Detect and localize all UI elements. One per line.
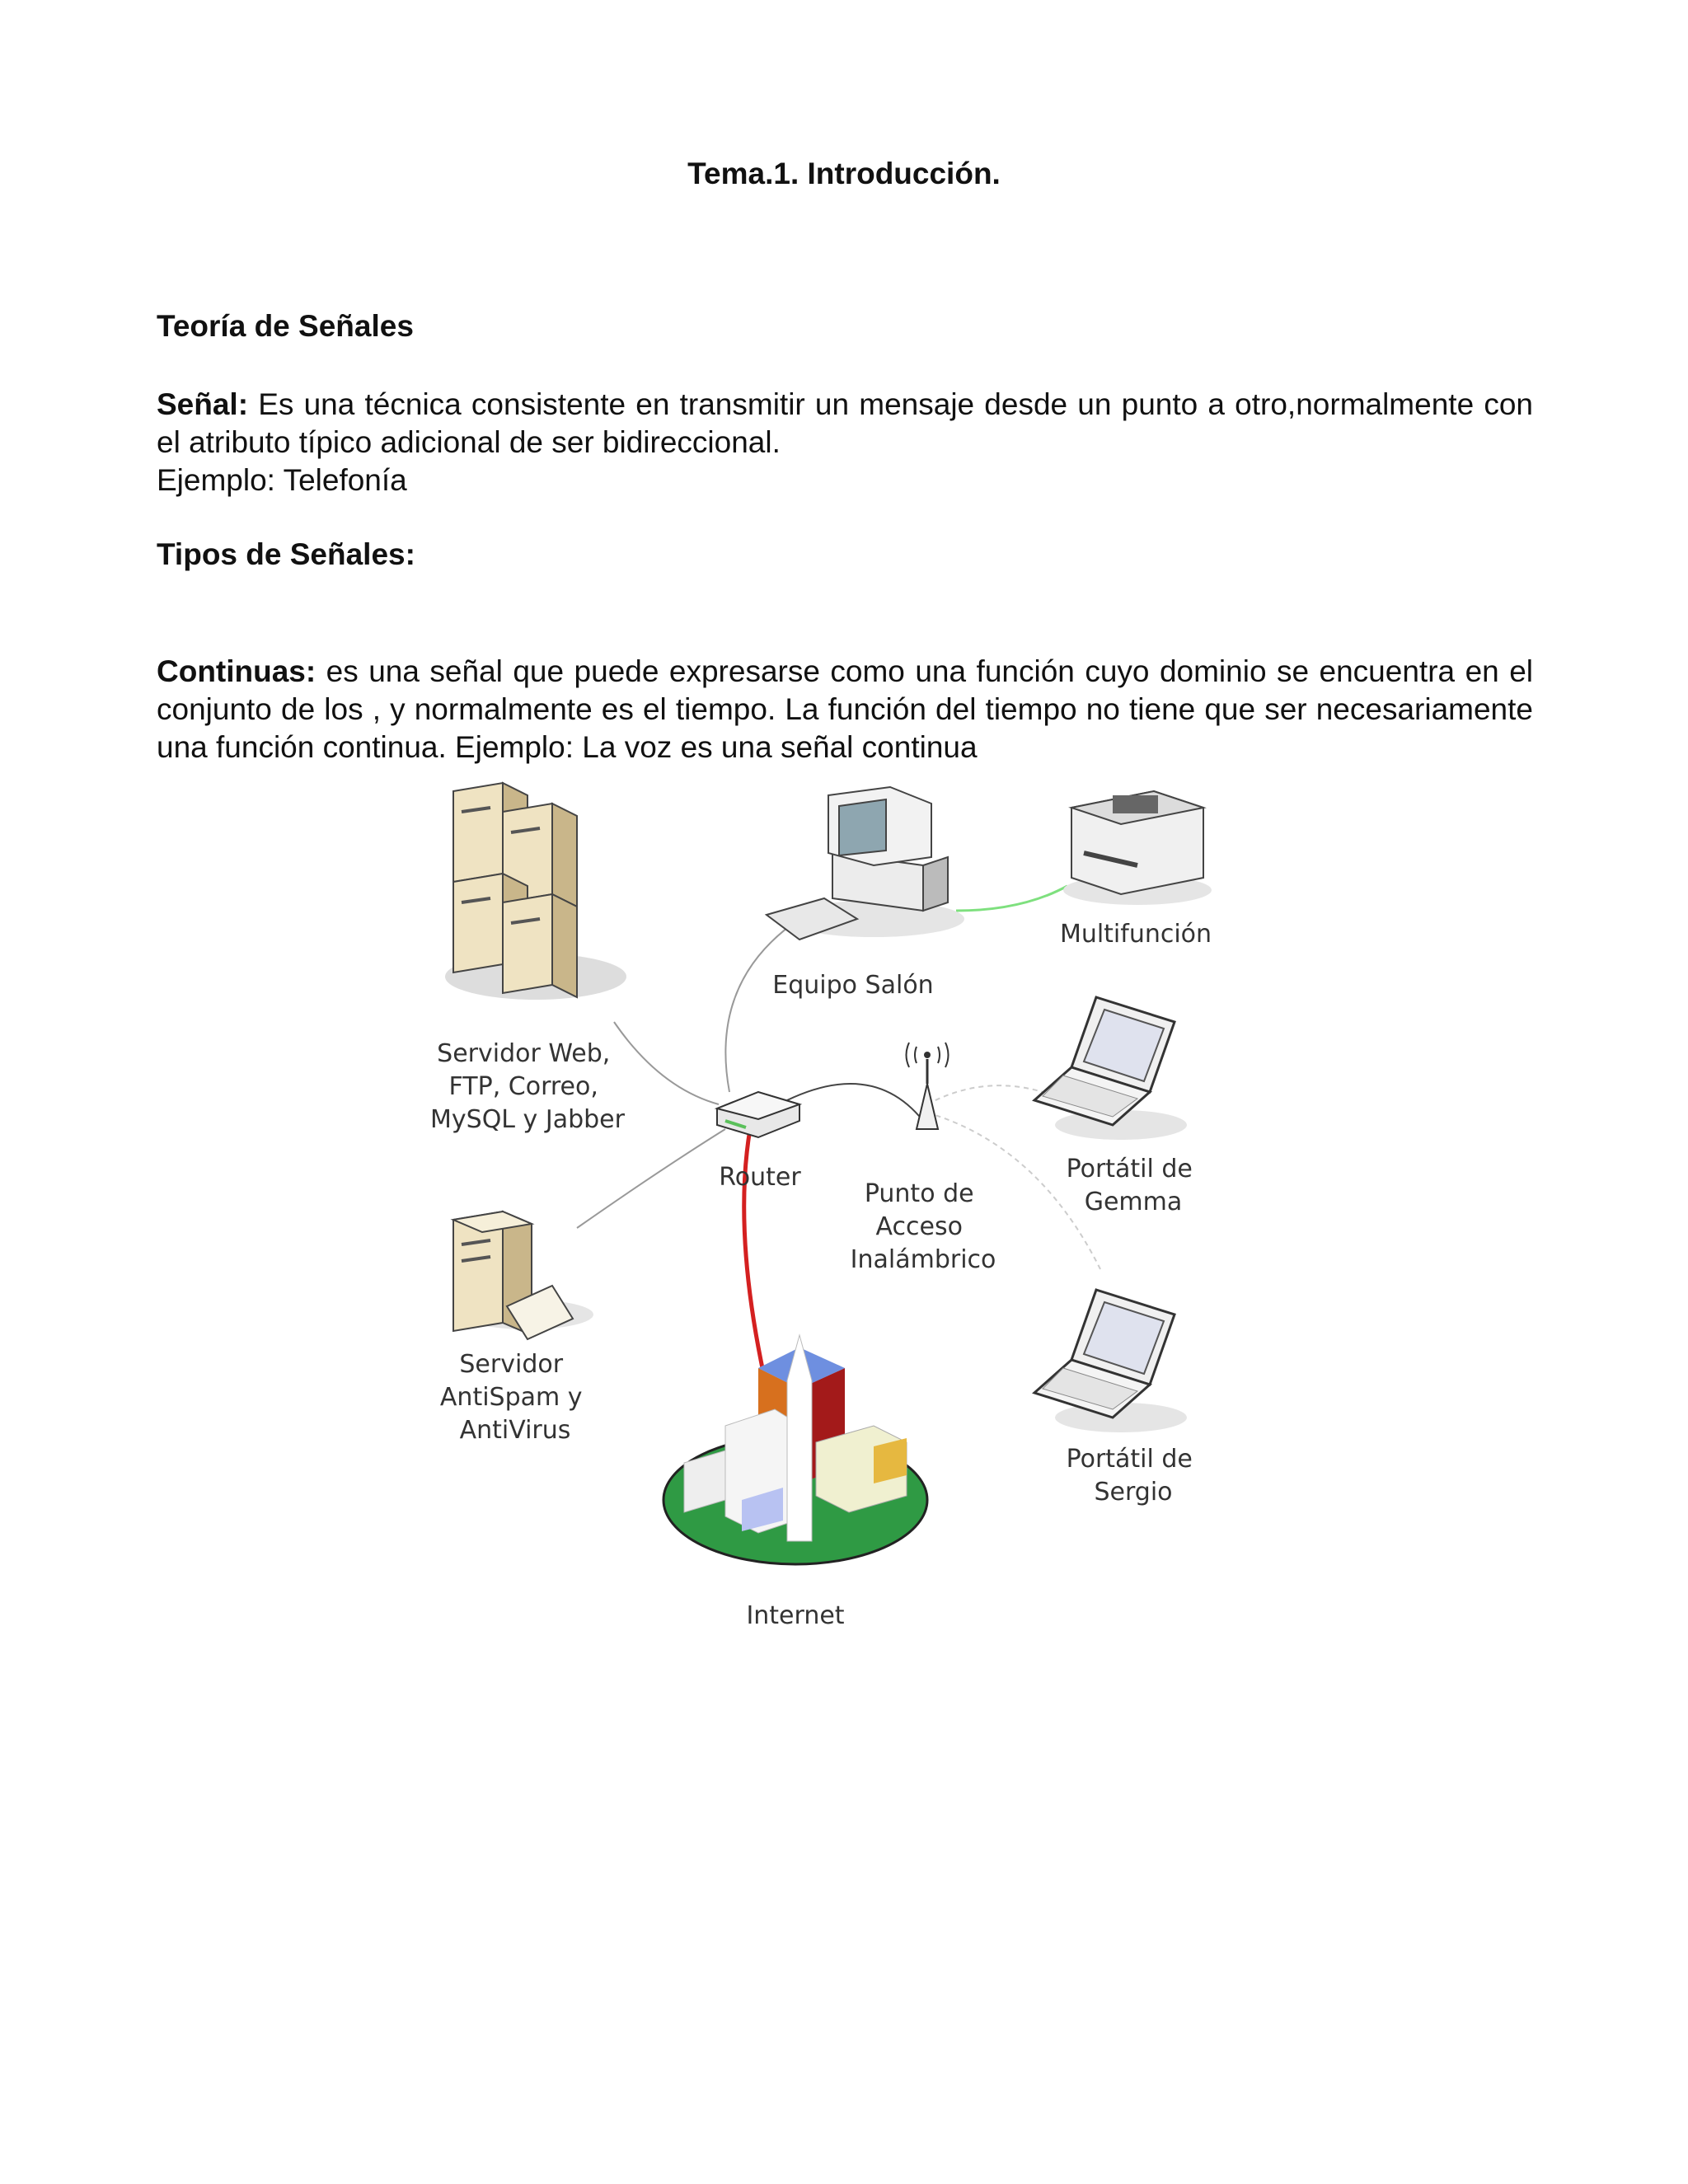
continuas-paragraph xyxy=(157,653,1533,766)
label-antispam-line-2: AntiSpam y xyxy=(439,1383,583,1412)
link-router-ap xyxy=(787,1084,923,1121)
label-multifuncion: Multifunción xyxy=(1059,920,1212,949)
label-antispam-server xyxy=(440,1350,590,1445)
label-web-server-line-1: Servidor Web, xyxy=(437,1039,611,1068)
label-web-server xyxy=(430,1039,626,1134)
internet-town-icon xyxy=(663,1335,927,1564)
continuas-text: es una señal que puede expresarse como una función cuyo dominio se encuentra en el conjunto de los , y normalmente es el tiempo. La función del tiempo no tiene que ser necesariamente una función continua. Ejemplo: La voz es una señal continua xyxy=(157,654,1533,764)
label-portatil-gemma xyxy=(1067,1155,1201,1216)
label-portatil-sergio xyxy=(1067,1445,1201,1507)
link-router-antispam xyxy=(577,1129,725,1228)
laptop-gemma-icon xyxy=(1034,997,1187,1140)
label-access-point xyxy=(851,1179,996,1274)
label-access-point-line-3: Inalámbrico xyxy=(850,1245,996,1274)
laptop-sergio-icon xyxy=(1034,1290,1187,1432)
network-diagram xyxy=(412,775,1286,1640)
multifunction-printer-icon xyxy=(1063,791,1212,905)
label-portatil-gemma-line-1: Portátil de xyxy=(1066,1155,1193,1183)
router-icon xyxy=(717,1092,799,1137)
label-portatil-sergio-line-2: Sergio xyxy=(1094,1478,1173,1507)
senal-example: Ejemplo: Telefonía xyxy=(157,463,407,497)
antispam-server-icon xyxy=(453,1212,593,1339)
continuas-term: Continuas: xyxy=(157,654,316,688)
page-title: Tema.1. Introducción. xyxy=(687,157,1001,190)
link-router-pc xyxy=(725,919,799,1092)
desktop-pc-icon xyxy=(767,787,964,940)
web-server-stack-icon xyxy=(445,783,626,1000)
senal-paragraph xyxy=(157,386,1533,499)
label-antispam-line-3: AntiVirus xyxy=(459,1416,571,1445)
label-access-point-line-1: Punto de xyxy=(864,1179,974,1208)
label-internet: Internet xyxy=(746,1601,845,1630)
link-server-router xyxy=(614,1022,719,1104)
network-diagram-svg xyxy=(412,775,1286,1640)
senal-text: Es una técnica consistente en transmitir un mensaje desde un punto a otro,normalmente con el atributo típico adicional de ser bidireccional. xyxy=(157,387,1533,459)
link-pc-printer xyxy=(956,886,1067,911)
label-equipo-salon: Equipo Salón xyxy=(772,971,934,1000)
label-portatil-gemma-line-2: Gemma xyxy=(1084,1188,1183,1216)
label-web-server-line-2: FTP, Correo, xyxy=(448,1072,598,1101)
label-access-point-line-2: Acceso xyxy=(875,1212,963,1241)
label-router: Router xyxy=(719,1163,801,1192)
tipos-heading: Tipos de Señales: xyxy=(157,537,415,571)
senal-term: Señal: xyxy=(157,387,249,421)
label-portatil-sergio-line-1: Portátil de xyxy=(1066,1445,1193,1474)
label-antispam-line-1: Servidor xyxy=(459,1350,564,1379)
label-web-server-line-3: MySQL y Jabber xyxy=(430,1105,625,1134)
wireless-access-point-icon xyxy=(907,1043,949,1129)
section-heading: Teoría de Señales xyxy=(157,309,414,343)
